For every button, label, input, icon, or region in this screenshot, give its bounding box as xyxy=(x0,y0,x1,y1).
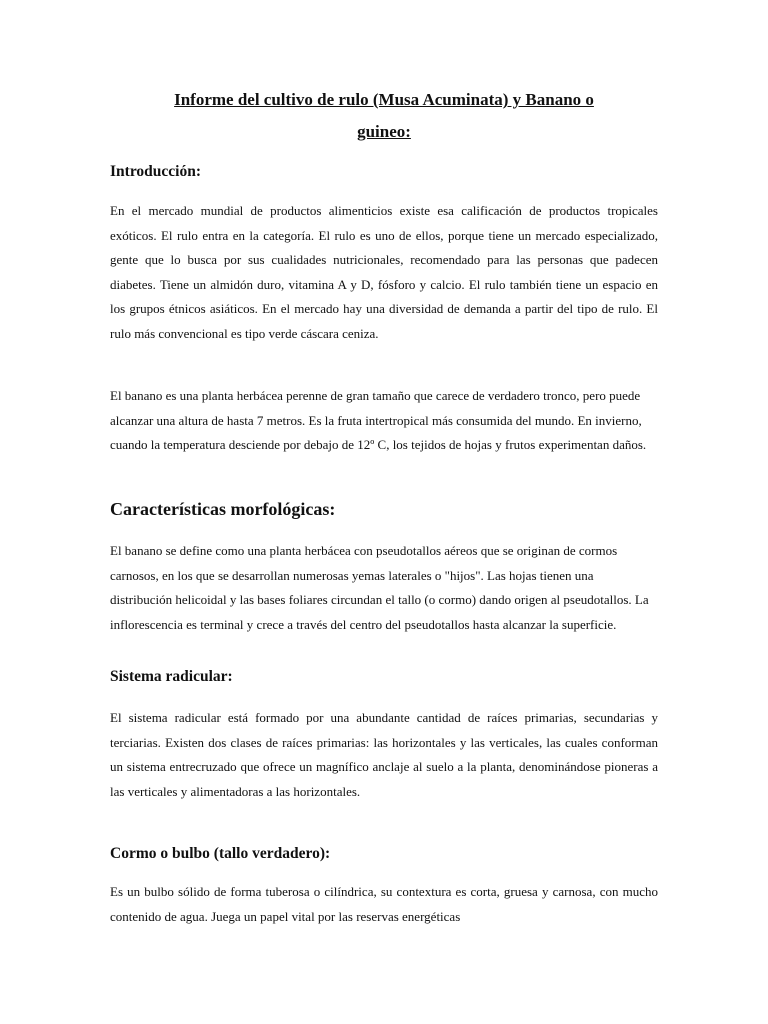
heading-introduccion: Introducción: xyxy=(110,163,202,180)
heading-cormo: Cormo o bulbo (tallo verdadero): xyxy=(110,845,331,862)
title-line-1: Informe del cultivo de rulo (Musa Acuminata) y Banano o xyxy=(174,90,594,109)
document-title xyxy=(110,84,658,148)
paragraph-introduccion-2: El banano es una planta herbácea perenne de gran tamaño que carece de verdadero tronco, pero puede alcanzar una altura de hasta 7 metros. Es la fruta intertropical más consumida del mundo. En invierno, cuando la temperatura desciende por debajo de 12º C, los tejidos de hojas y frutos experimentan daños. xyxy=(110,388,647,453)
paragraph-cormo: Es un bulbo sólido de forma tuberosa o cilíndrica, su contextura es corta, gruesa y carnosa, con mucho contenido de agua. Juega un papel vital por las reservas energéticas xyxy=(110,884,658,924)
title-line-2: guineo: xyxy=(357,122,411,141)
paragraph-sistema-radicular: El sistema radicular está formado por una abundante cantidad de raíces primarias, secundarias y terciarias. Existen dos clases de raíces primarias: las horizontales y las verticales, las cuales conforman un sistema entrecruzado que ofrece un magnífico anclaje al suelo a la planta, denominándose pioneras a las verticales y alimentadoras a las horizontales. xyxy=(110,710,658,799)
heading-caracteristicas: Características morfológicas: xyxy=(110,499,336,519)
paragraph-caracteristicas: El banano se define como una planta herbácea con pseudotallos aéreos que se originan de cormos carnosos, en los que se desarrollan numerosas yemas laterales o "hijos". Las hojas tienen una distribución helicoidal y las bases foliares circundan el tallo (o cormo) dando origen al pseudotallos. La inflorescencia es terminal y crece a través del centro del pseudotallos hasta alcanzar la superficie. xyxy=(110,543,649,632)
heading-sistema-radicular: Sistema radicular: xyxy=(110,668,233,685)
paragraph-introduccion-1: En el mercado mundial de productos alimenticios existe esa calificación de productos tropicales exóticos. El rulo entra en la categoría. El rulo es uno de ellos, porque tiene un mercado especializado, gente que lo busca por sus cualidades nutricionales, recomendado para las personas que padecen diabetes. Tiene un almidón duro, vitamina A y D, fósforo y calcio. El rulo también tiene un espacio en los grupos étnicos asiáticos. En el mercado hay una diversidad de demanda a partir del tipo de rulo. El rulo más convencional es tipo verde cáscara ceniza. xyxy=(110,203,658,341)
